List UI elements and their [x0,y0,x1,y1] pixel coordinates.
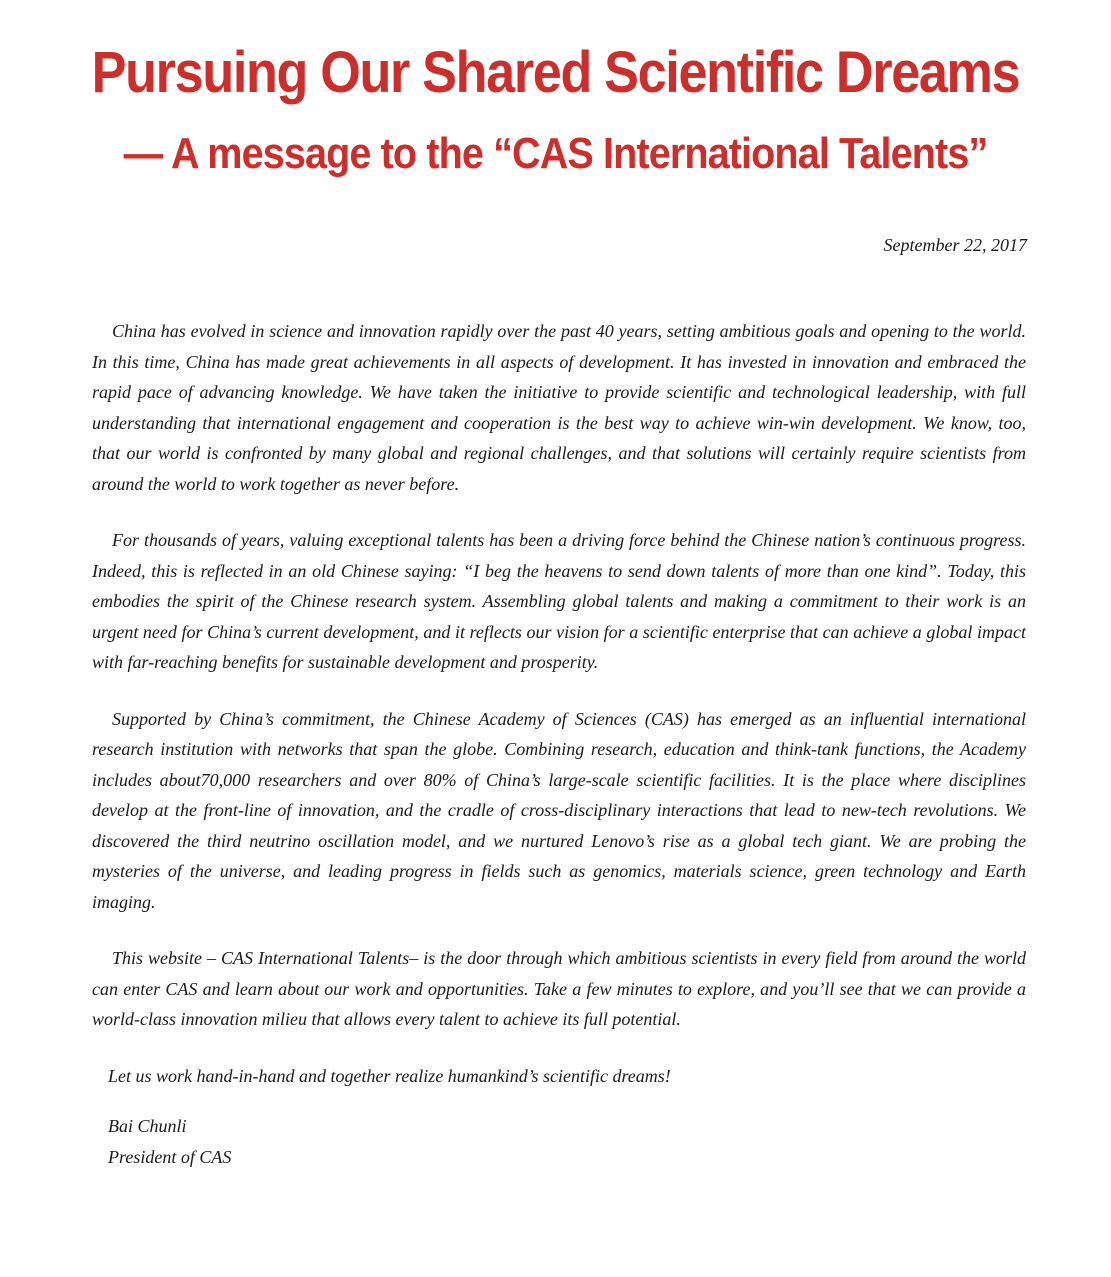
paragraph-4: This website – CAS International Talents– is the door through which ambitious scientists in every field from around the world can enter CAS and learn about our work and opportunities. Take a few minutes to explore, and you’ll see that we can provide a world-class innovation milieu that allows every talent to achieve its full potential. [92,948,1026,1029]
closing-line: Let us work hand-in-hand and together realize humankind’s scientific dreams! [108,1065,671,1086]
signatory-role: President of CAS [108,1147,232,1167]
paragraph-3: Supported by China’s commitment, the Chinese Academy of Sciences (CAS) has emerged as an influential international research institution with networks that span the globe. Combining research, education and think-tank functions, the Academy includes about70,000 researchers and over 80% of China’s large-scale scientific facilities. It is the place where disciplines develop at the front-line of innovation, and the cradle of cross-disciplinary interactions that lead to new-tech revolutions. We discovered the third neutrino oscillation model, and we nurtured Lenovo’s rise as a global tech giant. We are probing the mysteries of the universe, and leading progress in fields such as genomics, materials science, green technology and Earth imaging. [92,708,1026,912]
page-subtitle: — A message to the “CAS International Talents” [123,129,988,178]
signature-block [92,1111,1026,1173]
letter-body [92,316,1026,1173]
page-title: Pursuing Our Shared Scientific Dreams [91,40,1020,105]
paragraph-2: For thousands of years, valuing exceptional talents has been a driving force behind the Chinese nation’s continuous progress. Indeed, this is reflected in an old Chinese saying: “I beg the heavens to send down talents of more than one kind”. Today, this embodies the spirit of the Chinese research system. Assembling global talents and making a commitment to their work is an urgent need for China’s current development, and it reflects our vision for a scientific enterprise that can achieve a global impact with far-reaching benefits for sustainable development and prosperity. [92,530,1026,672]
paragraph-1: China has evolved in science and innovation rapidly over the past 40 years, setting ambitious goals and opening to the world. In this time, China has made great achievements in all aspects of development. It has invested in innovation and embraced the rapid pace of advancing knowledge. We have taken the initiative to provide scientific and technological leadership, with full understanding that international engagement and cooperation is the best way to achieve win-win development. We know, too, that our world is confronted by many global and regional challenges, and that solutions will certainly require scientists from around the world to work together as never before. [92,321,1026,494]
letter-date: September 22, 2017 [883,235,1027,255]
signatory-name: Bai Chunli [108,1116,187,1136]
